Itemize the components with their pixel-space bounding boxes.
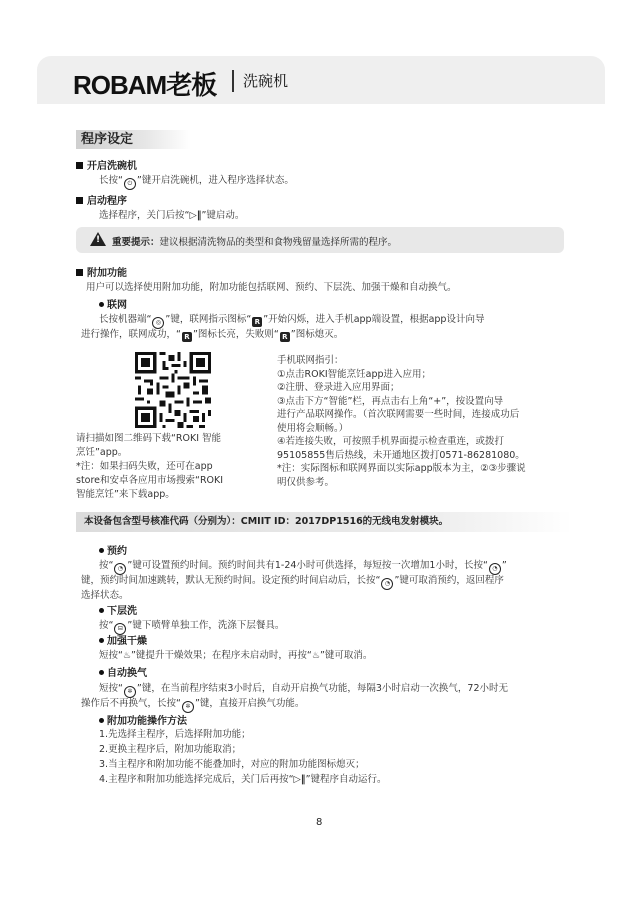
method-item: 4.主程序和附加功能选择完成后，关门后再按“▷‖”键程序自动运行。 (99, 774, 387, 785)
network-guide: 手机联网指引： ①点击ROKI智能烹饪app进入应用； ②注册、登录进入应用界面； ③点击下方“智能”栏，再点击右上角“+”，按设置向导 进行产品联网操作。（首次联网需要一些时间，连接成功后 使用将会顺畅。） ④若连接失败，可按照手机界面提示检查重连，或拨打 95105855售后热线，未开通地区拨打0571-86281080。 *注：实际图标和联网界面以实际app版本为主，②③步骤说 明仅供参考。 (277, 355, 526, 488)
dry-icon: ♨ (122, 651, 131, 661)
vent-line-2: 操作后不再换气，长按“ ✲ ”键，直接开启换气功能。 (81, 695, 304, 713)
method-heading: 附加功能操作方法 (99, 712, 187, 727)
network-indicator-icon: R (182, 332, 192, 342)
extra-desc: 用户可以选择使用附加功能，附加功能包括联网、预约、下层洗、加强干燥和自动换气。 (86, 282, 457, 293)
section-title: 程序设定 (76, 130, 191, 149)
start-desc: 选择程序，关门后按“▷‖”键启动。 (99, 210, 245, 221)
network-indicator-icon: R (252, 317, 262, 327)
clock-icon: ◔ (381, 578, 393, 590)
product-name: 洗碗机 (243, 72, 289, 90)
notice-label: 重要提示： (112, 237, 160, 248)
method-list (99, 727, 386, 787)
brand-logo: ROBAM老板 (73, 70, 217, 100)
qr-caption: 请扫描如图二维码下载“ROKI 智能 烹饪”app。 *注：如果扫码失败，还可在app store和安卓各应用市场搜索“ROKI 智能烹饪”来下载app。 (76, 433, 224, 500)
network-heading: 联网 (99, 296, 127, 311)
warning-icon (90, 232, 106, 246)
reserve-line-1: 按“ ◔ ”键可设置预约时间。预约时间共有1-24小时可供选择，每短按一次增加1小时，长按“ ◔ ” (99, 557, 507, 575)
lower-wash-desc: 按“ ⊟ ”键下喷臂单独工作，洗涤下层餐具。 (99, 617, 284, 635)
dot-bullet-icon (99, 302, 104, 307)
logo-divider (232, 70, 234, 92)
vent-heading: 自动换气 (99, 664, 147, 679)
page-number: 8 (316, 817, 323, 828)
open-heading: 开启洗碗机 (76, 157, 137, 172)
extra-heading: 附加功能 (76, 264, 127, 279)
play-pause-icon: ▷‖ (189, 210, 202, 221)
reserve-line-3: 选择状态。 (81, 590, 129, 601)
network-line-2: 进行操作，联网成功，“ R ”图标长亮，失败则“ R ”图标熄灭。 (81, 329, 344, 341)
network-line-1: 长按机器端“ ◎ ”键，联网指示图标“ R ”开始闪烁，进入手机app端设置，根据app设计向导 (99, 311, 484, 329)
open-desc: 长按“ ⏻ ”键开启洗碗机，进入程序选择状态。 (99, 172, 294, 190)
method-item: 2.更换主程序后，附加功能取消； (99, 744, 242, 755)
lower-wash-icon: ⊟ (114, 623, 126, 635)
dot-bullet-icon (99, 548, 104, 553)
dot-bullet-icon (99, 608, 104, 613)
fan-icon: ✲ (182, 701, 194, 713)
dry-heading: 加强干燥 (99, 632, 147, 647)
important-notice (76, 227, 564, 253)
dot-bullet-icon (99, 670, 104, 675)
clock-icon: ◔ (489, 563, 501, 575)
lower-wash-heading: 下层洗 (99, 602, 137, 617)
dot-bullet-icon (99, 718, 104, 723)
dry-desc: 短按“♨”键提升干燥效果；在程序未启动时，再按“♨”键可取消。 (99, 650, 373, 661)
fan-icon: ✲ (124, 686, 136, 698)
header-bar (37, 56, 605, 104)
dot-bullet-icon (99, 638, 104, 643)
vent-line-1: 短按“ ✲ ”键，在当前程序结束3小时后，自动开启换气功能，每隔3小时启动一次换气，72小时无 (99, 680, 508, 698)
square-bullet-icon (76, 197, 83, 204)
play-pause-icon: ▷‖ (293, 774, 306, 785)
notice-text: 建议根据清洗物品的类型和食物残留量选择所需的程序。 (159, 237, 398, 248)
start-heading: 启动程序 (76, 192, 127, 207)
square-bullet-icon (76, 162, 83, 169)
reserve-heading: 预约 (99, 542, 127, 557)
clock-icon: ◔ (114, 563, 126, 575)
power-icon: ⏻ (124, 178, 136, 190)
square-bullet-icon (76, 269, 83, 276)
dry-icon: ♨ (311, 651, 320, 661)
method-item: 1.先选择主程序，后选择附加功能； (99, 729, 251, 740)
reserve-line-2: 键，预约时间加速跳转，默认无预约时间。设定预约时间启动后，长按“ ◔ ”键可取消预约，返回程序 (81, 572, 504, 590)
cmiit-banner: 本设备包含型号核准代码（分别为）：CMIIT ID：2017DP1516的无线电发射模块。 (76, 512, 572, 532)
wifi-icon: ◎ (152, 317, 164, 329)
network-indicator-icon: R (280, 332, 290, 342)
qr-code-image (135, 352, 211, 428)
method-item: 3.当主程序和附加功能不能叠加时，对应的附加功能图标熄灭； (99, 759, 365, 770)
